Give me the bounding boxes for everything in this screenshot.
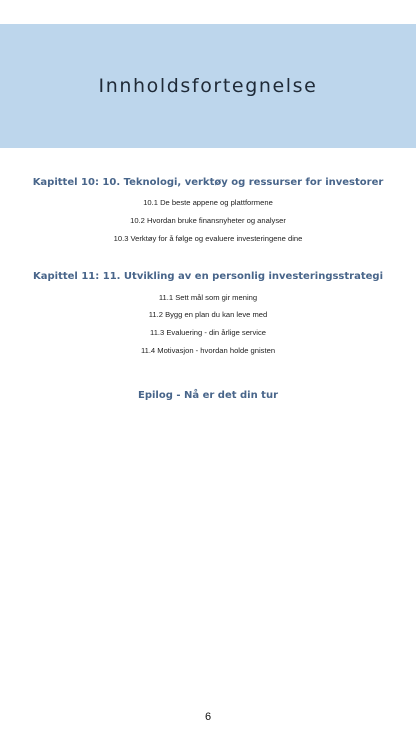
toc-item-11-3[interactable]: 11.3 Evaluering - din årlige service [150, 328, 266, 337]
chapter-10-heading[interactable]: Kapittel 10: 10. Teknologi, verktøy og ressurser for investorer [32, 177, 384, 188]
toc-item-10-2[interactable]: 10.2 Hvordan bruke finansnyheter og analyser [130, 216, 286, 225]
toc-item-10-3[interactable]: 10.3 Verktøy for å følge og evaluere investeringene dine [113, 234, 303, 243]
page-title: Innholdsfortegnelse [98, 75, 318, 97]
page-number: 6 [204, 711, 212, 723]
toc-item-11-1[interactable]: 11.1 Sett mål som gir mening [158, 293, 258, 302]
toc-item-11-4[interactable]: 11.4 Motivasjon - hvordan holde gnisten [140, 346, 276, 355]
toc-item-11-2[interactable]: 11.2 Bygg en plan du kan leve med [148, 310, 268, 319]
title-banner [0, 24, 416, 148]
chapter-11-heading[interactable]: Kapittel 11: 11. Utvikling av en personlig investeringsstrategi [33, 271, 383, 282]
epilog-heading[interactable]: Epilog - Nå er det din tur [138, 390, 278, 401]
toc-item-10-1[interactable]: 10.1 De beste appene og plattformene [143, 198, 273, 207]
